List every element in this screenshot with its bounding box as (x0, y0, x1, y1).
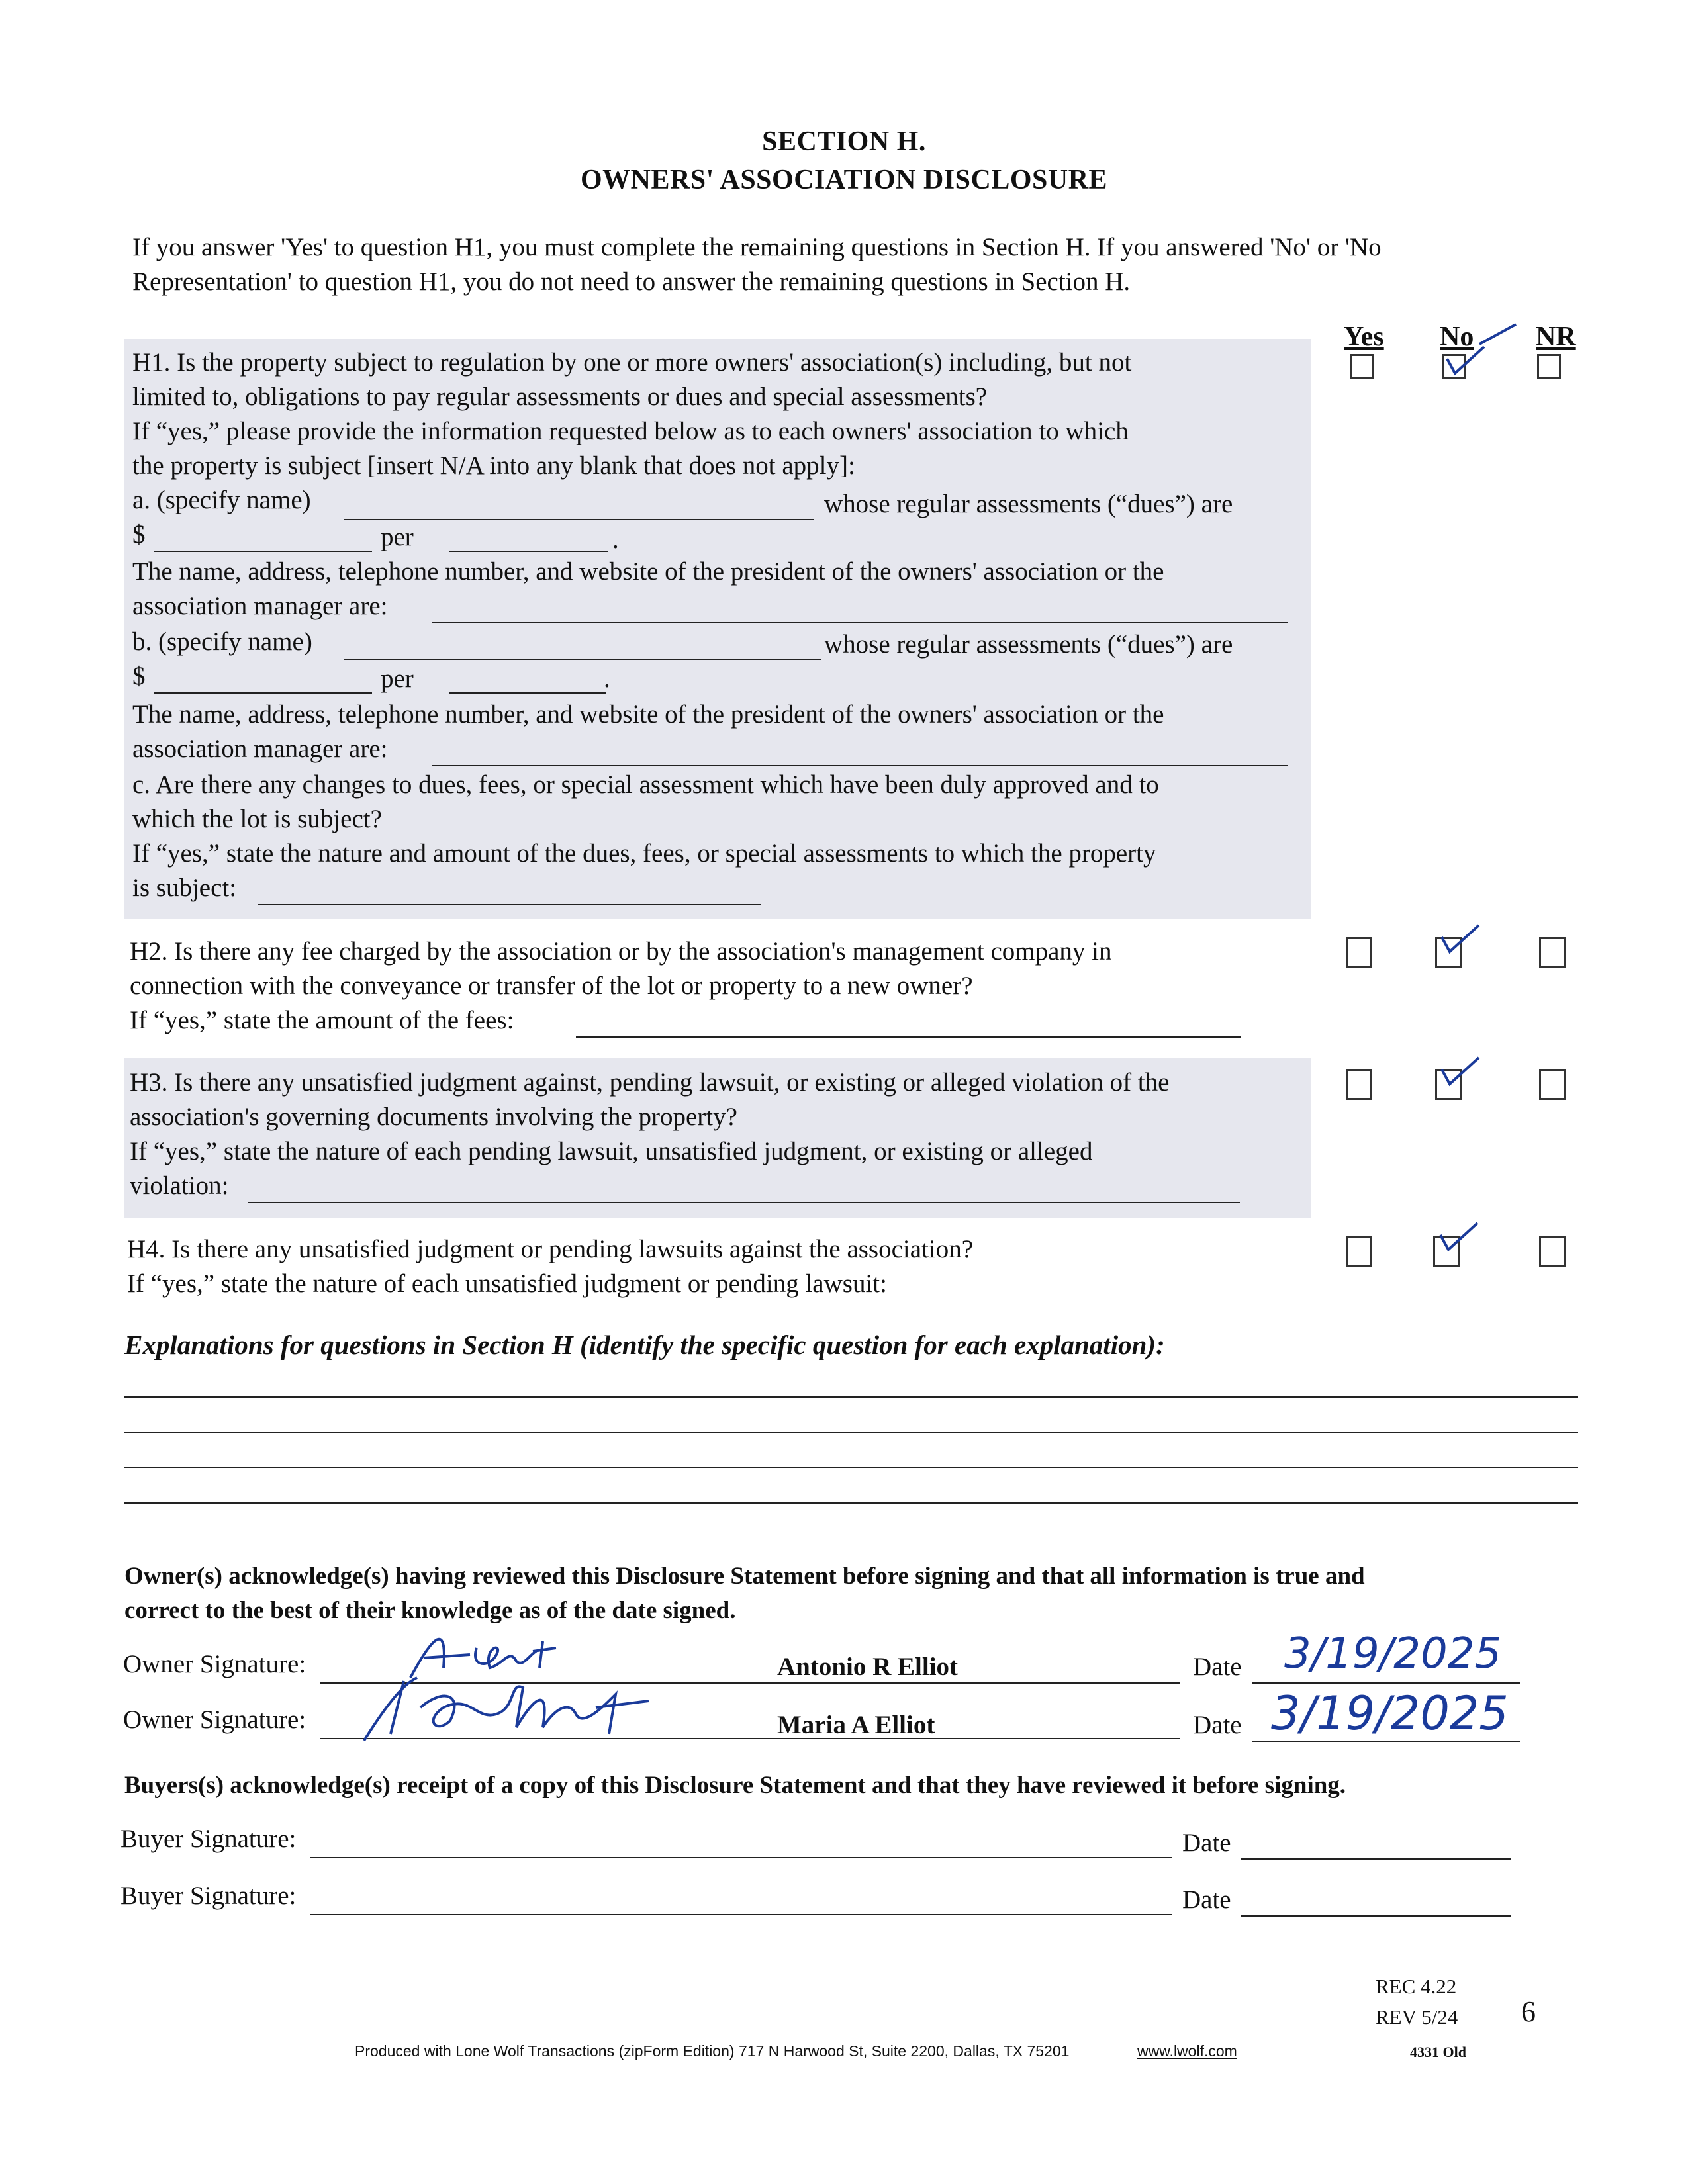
intro-line-2: Representation' to question H1, you do not need to answer the remaining questions in Section H. (132, 267, 1131, 296)
owner-name-2: Maria A Elliot (777, 1711, 935, 1739)
explanation-line-3[interactable] (124, 1467, 1578, 1468)
h1b-pres-line-2: association manager are: (132, 735, 388, 763)
h4-no-check-mark-icon (1436, 1220, 1483, 1253)
h1-line-2: limited to, obligations to pay regular assessments or dues and special assessments? (132, 383, 988, 411)
h3-line-3: If “yes,” state the nature of each pending lawsuit, unsatisfied judgment, or existing or alleged (130, 1137, 1093, 1165)
h3-no-check-mark-icon (1438, 1055, 1484, 1088)
explanation-line-2[interactable] (124, 1432, 1578, 1433)
h1a-president-field[interactable] (432, 622, 1288, 623)
intro-line-1: If you answer 'Yes' to question H1, you must complete the remaining questions in Section H. If you answered 'No' or 'No (132, 233, 1382, 261)
h2-yes-checkbox[interactable] (1346, 937, 1372, 968)
h2-nr-checkbox[interactable] (1539, 937, 1566, 968)
h1c-line-1: c. Are there any changes to dues, fees, or special assessment which have been duly approved and to (132, 770, 1159, 799)
h1c-line-2: which the lot is subject? (132, 805, 382, 833)
h1-line-4: the property is subject [insert N/A into any blank that does not apply]: (132, 451, 855, 480)
h1-no-check-mark-icon (1443, 344, 1489, 377)
h1b-pres-line-1: The name, address, telephone number, and website of the president of the owners' association or the (132, 700, 1164, 729)
owner-date-1: 3/19/2025 (1284, 1629, 1502, 1678)
column-nr: NR (1536, 322, 1576, 352)
h1b-dues-label: whose regular assessments (“dues”) are (824, 630, 1233, 659)
h3-line-4: violation: (130, 1171, 229, 1200)
owner-2-signature-graphic (357, 1668, 662, 1747)
owner-date-2: 3/19/2025 (1271, 1686, 1509, 1741)
h2-line-1: H2. Is there any fee charged by the association or by the association's management company in (130, 937, 1112, 966)
buyer-signature-label-1: Buyer Signature: (120, 1825, 297, 1853)
buyer-date-field-2[interactable] (1241, 1915, 1511, 1917)
h1c-line-4: is subject: (132, 874, 237, 902)
h3-nr-checkbox[interactable] (1539, 1069, 1566, 1100)
h2-question (130, 934, 1112, 1038)
h2-no-check-mark-icon (1438, 923, 1484, 956)
rec-version: REC 4.22 (1376, 1975, 1457, 1998)
h1a-amount-field[interactable] (154, 551, 372, 552)
owner-name-1: Antonio R Elliot (777, 1653, 959, 1681)
h1a-period-field[interactable] (449, 551, 608, 552)
h1-line-1: H1. Is the property subject to regulation by one or more owners' association(s) including, but not (132, 348, 1132, 377)
owner-date-field-1[interactable] (1252, 1682, 1520, 1684)
owner-ack-line-1: Owner(s) acknowledge(s) having reviewed this Disclosure Statement before signing and that all information is true and (124, 1563, 1365, 1590)
owner-acknowledgement (124, 1559, 1575, 1628)
h1a-per: per (381, 523, 414, 551)
h1b-per: per (381, 664, 414, 693)
h4-line-1: H4. Is there any unsatisfied judgment or pending lawsuits against the association? (127, 1235, 974, 1263)
h3-question (130, 1066, 1170, 1203)
h4-question (127, 1232, 973, 1301)
h1c-question (132, 768, 1159, 905)
owner-date-field-2[interactable] (1252, 1741, 1520, 1742)
h1a-name-field[interactable] (344, 519, 814, 520)
owner-signature-label-2: Owner Signature: (123, 1706, 306, 1734)
owner-signature-label-1: Owner Signature: (123, 1650, 306, 1678)
column-no: No (1440, 322, 1474, 352)
h1b-period-dot: . (604, 664, 610, 693)
h1c-line-3: If “yes,” state the nature and amount of the dues, fees, or special assessments to which the property (132, 839, 1156, 868)
h1-nr-checkbox[interactable] (1537, 354, 1561, 379)
h4-yes-checkbox[interactable] (1346, 1236, 1372, 1267)
h3-line-1: H3. Is there any unsatisfied judgment against, pending lawsuit, or existing or alleged violation of the (130, 1068, 1170, 1097)
h4-nr-checkbox[interactable] (1539, 1236, 1566, 1267)
explanations-label: Explanations for questions in Section H (identify the specific question for each explanation): (124, 1330, 1165, 1360)
h2-fee-field[interactable] (576, 1036, 1241, 1038)
h1b-president-field[interactable] (432, 765, 1288, 766)
section-label: SECTION H. (762, 126, 926, 157)
h1-line-3: If “yes,” please provide the information requested below as to each owners' association to which (132, 417, 1129, 445)
h1b-dollar: $ (132, 662, 146, 690)
h1-yes-checkbox[interactable] (1350, 354, 1374, 379)
header-check-mark-icon (1476, 321, 1523, 347)
rev-version: REV 5/24 (1376, 2005, 1458, 2028)
h3-line-2: association's governing documents involving the property? (130, 1103, 737, 1131)
page-number: 6 (1521, 1995, 1536, 2028)
buyer-date-field-1[interactable] (1241, 1858, 1511, 1860)
h1a-president-text (132, 555, 1164, 623)
buyer-date-label-1: Date (1182, 1829, 1231, 1857)
form-number: 4331 Old (1410, 2044, 1466, 2060)
h1a-period-dot: . (612, 525, 619, 554)
owner-date-label-2: Date (1193, 1711, 1242, 1739)
buyer-acknowledgement: Buyers(s) acknowledge(s) receipt of a copy of this Disclosure Statement and that they have reviewed it before signing. (124, 1772, 1346, 1799)
h2-line-2: connection with the conveyance or transfer of the lot or property to a new owner? (130, 972, 973, 1000)
explanation-line-1[interactable] (124, 1396, 1578, 1398)
explanation-line-4[interactable] (124, 1502, 1578, 1504)
owner-ack-line-2: correct to the best of their knowledge as of the date signed. (124, 1597, 736, 1624)
h1a-pres-line-1: The name, address, telephone number, and website of the president of the owners' association or the (132, 557, 1164, 586)
buyer-signature-field-2[interactable] (310, 1914, 1172, 1915)
h1a-dues-label: whose regular assessments (“dues”) are (824, 490, 1233, 518)
h1b-president-text (132, 698, 1164, 766)
h1-question (132, 345, 1131, 483)
column-yes: Yes (1344, 322, 1384, 352)
h3-yes-checkbox[interactable] (1346, 1069, 1372, 1100)
h1b-name-label: b. (specify name) (132, 627, 312, 656)
buyer-signature-label-2: Buyer Signature: (120, 1882, 297, 1910)
buyer-signature-field-1[interactable] (310, 1857, 1172, 1858)
h2-line-3: If “yes,” state the amount of the fees: (130, 1006, 514, 1034)
h1a-name-label: a. (specify name) (132, 486, 311, 514)
h1b-period-field[interactable] (449, 692, 606, 694)
h1b-amount-field[interactable] (154, 692, 372, 694)
page-title: OWNERS' ASSOCIATION DISCLOSURE (580, 165, 1108, 195)
h1b-name-field[interactable] (344, 659, 821, 660)
h1c-answer-field[interactable] (258, 904, 761, 905)
footer-produced-with: Produced with Lone Wolf Transactions (zipForm Edition) 717 N Harwood St, Suite 2200, Dallas, TX 75201 (355, 2042, 1070, 2060)
h1a-dollar: $ (132, 520, 146, 549)
owner-date-label-1: Date (1193, 1653, 1242, 1681)
buyer-date-label-2: Date (1182, 1886, 1231, 1914)
intro-text (132, 230, 1562, 299)
h4-line-2: If “yes,” state the nature of each unsatisfied judgment or pending lawsuit: (127, 1269, 887, 1298)
h3-violation-field[interactable] (248, 1202, 1240, 1203)
footer-link[interactable]: www.lwolf.com (1137, 2042, 1237, 2060)
h1a-pres-line-2: association manager are: (132, 592, 388, 620)
